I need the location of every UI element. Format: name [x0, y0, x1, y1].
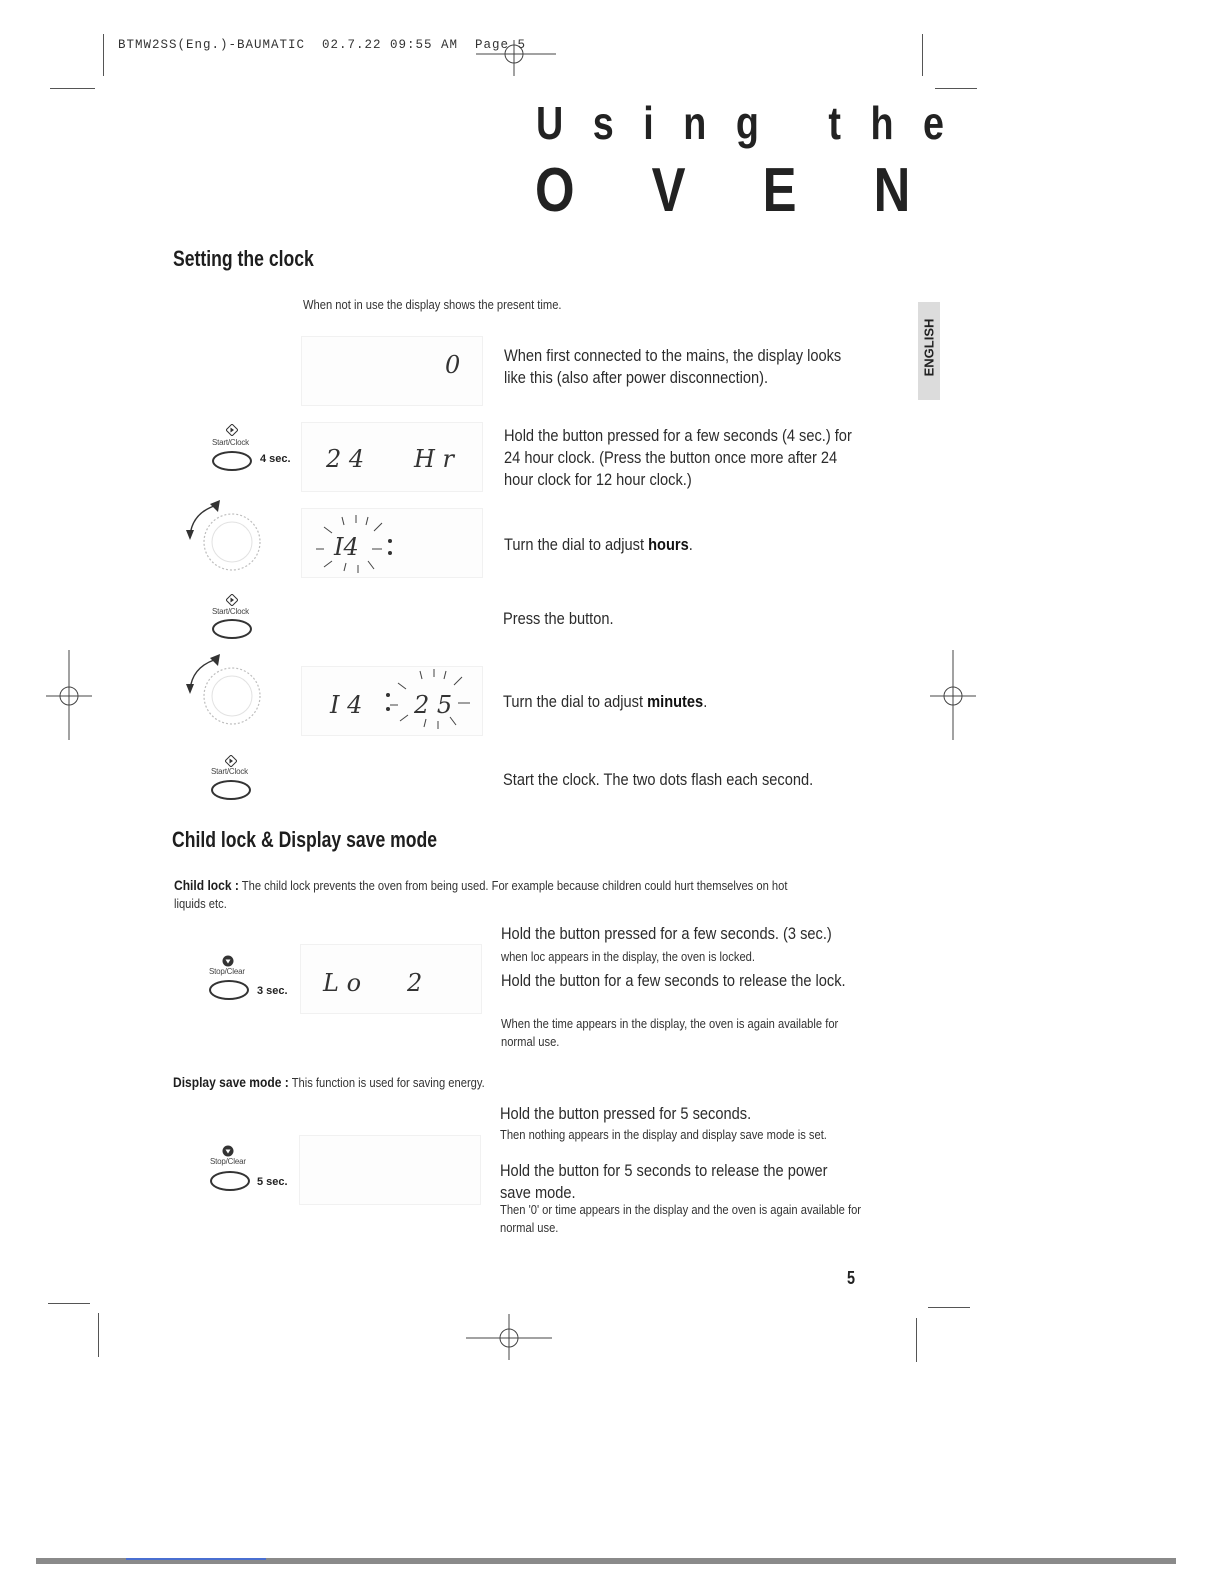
- lcd-digit-right: H r: [414, 445, 455, 473]
- crop-mark: [98, 1313, 99, 1357]
- stop-clear-symbol-icon: [222, 1145, 234, 1157]
- start-clock-button[interactable]: [211, 780, 251, 800]
- child-lock-label: Child lock :: [174, 877, 239, 893]
- registration-mark-icon: [930, 650, 976, 740]
- start-clock-label: Start/Clock: [212, 438, 249, 447]
- crop-mark: [103, 34, 104, 76]
- lcd-digit-right: 2: [407, 969, 423, 997]
- hold-duration: 3 sec.: [257, 985, 288, 997]
- page-title-line1: Using the: [536, 97, 974, 149]
- stop-clear-label: Stop/Clear: [209, 967, 245, 976]
- start-clock-label: Start/Clock: [212, 607, 249, 616]
- step-text-prefix: Turn the dial to adjust: [504, 535, 645, 554]
- bottom-edge-accent: [126, 1558, 266, 1560]
- step-text-bold: minutes: [647, 692, 704, 711]
- lcd-digit-left: L o: [323, 969, 362, 997]
- hold-duration: 5 sec.: [257, 1176, 288, 1188]
- file-header: BTMW2SS(Eng.)-BAUMATIC 02.7.22 09:55 AM Page 5: [118, 38, 527, 52]
- lcd-digit-left: I4: [334, 533, 359, 561]
- stop-clear-button[interactable]: [209, 980, 249, 1000]
- display-save-label: Display save mode :: [173, 1074, 289, 1090]
- start-clock-symbol-icon: [225, 755, 237, 767]
- lcd-display: [301, 422, 483, 492]
- clock-intro: When not in use the display shows the present time.: [303, 297, 562, 312]
- crop-mark: [48, 1303, 90, 1304]
- hold-duration: 4 sec.: [260, 453, 291, 465]
- display-save-small2: Then '0' or time appears in the display and the oven is again available for normal use.: [500, 1202, 862, 1235]
- step-text-suffix: .: [703, 692, 708, 711]
- display-save-text1: Hold the button pressed for 5 seconds.: [500, 1104, 752, 1123]
- lcd-digit-left: 2 4: [326, 445, 365, 473]
- page-title-line2: OVEN: [535, 156, 988, 225]
- step-text: When first connected to the mains, the display looks like this (also after power disconnection).: [504, 346, 842, 387]
- display-save-desc-block: [173, 1073, 809, 1092]
- step-text: [503, 691, 864, 713]
- crop-mark: [928, 1307, 970, 1308]
- stop-clear-label: Stop/Clear: [210, 1157, 246, 1166]
- page-number: 5: [847, 1268, 856, 1288]
- lcd-display: [300, 944, 482, 1014]
- registration-mark-icon: [46, 650, 92, 740]
- step-text: Start the clock. The two dots flash each second.: [503, 770, 814, 789]
- child-lock-small2: When the time appears in the display, the oven is again available for normal use.: [501, 1016, 839, 1049]
- step-text: Hold the button pressed for a few seconds (4 sec.) for 24 hour clock. (Press the button once more after 24 hour clock for 12 hour clock.): [504, 426, 852, 489]
- start-clock-symbol-icon: [226, 424, 238, 436]
- lcd-display: [299, 1135, 481, 1205]
- step-text-bold: hours: [648, 535, 689, 554]
- display-save-text2: Hold the button for 5 seconds to release the power save mode.: [500, 1161, 828, 1202]
- start-clock-symbol-icon: [226, 594, 238, 606]
- display-save-desc: This function is used for saving energy.: [291, 1075, 485, 1090]
- rotary-dial-icon[interactable]: [182, 654, 266, 740]
- rotary-dial-icon[interactable]: [182, 500, 266, 586]
- lcd-display: [301, 336, 483, 406]
- crop-mark: [935, 88, 977, 89]
- step-text-suffix: .: [688, 535, 693, 554]
- start-clock-button[interactable]: [212, 619, 252, 639]
- lcd-digit-right: 0: [445, 351, 461, 379]
- stop-clear-symbol-icon: [222, 955, 234, 967]
- section-heading-clock: Setting the clock: [173, 246, 314, 271]
- lcd-display: [301, 666, 483, 736]
- crop-mark: [916, 1318, 917, 1362]
- child-lock-desc: The child lock prevents the oven from being used. For example because children could hurt themselves on hot liquids etc.: [174, 878, 788, 911]
- step-text-prefix: Turn the dial to adjust: [503, 692, 644, 711]
- child-lock-desc-block: [174, 876, 810, 913]
- step-text: [504, 534, 865, 556]
- section-heading-child-lock: Child lock & Display save mode: [172, 827, 438, 852]
- crop-mark: [922, 34, 923, 76]
- lcd-digit-left: I 4: [330, 691, 363, 719]
- display-save-small1: Then nothing appears in the display and display save mode is set.: [500, 1127, 827, 1142]
- registration-mark-icon: [466, 1314, 552, 1360]
- start-clock-label: Start/Clock: [211, 767, 248, 776]
- stop-clear-button[interactable]: [210, 1171, 250, 1191]
- child-lock-text1: Hold the button pressed for a few seconds. (3 sec.): [501, 924, 832, 943]
- child-lock-small1: when loc appears in the display, the oven is locked.: [501, 949, 755, 964]
- step-text: Press the button.: [503, 609, 614, 628]
- child-lock-text2: Hold the button for a few seconds to release the lock.: [501, 971, 846, 990]
- start-clock-button[interactable]: [212, 451, 252, 471]
- lcd-display: [301, 508, 483, 578]
- language-tab-label: ENGLISH: [921, 318, 937, 377]
- lcd-digit-right: 2 5: [414, 691, 453, 719]
- crop-mark: [50, 88, 95, 89]
